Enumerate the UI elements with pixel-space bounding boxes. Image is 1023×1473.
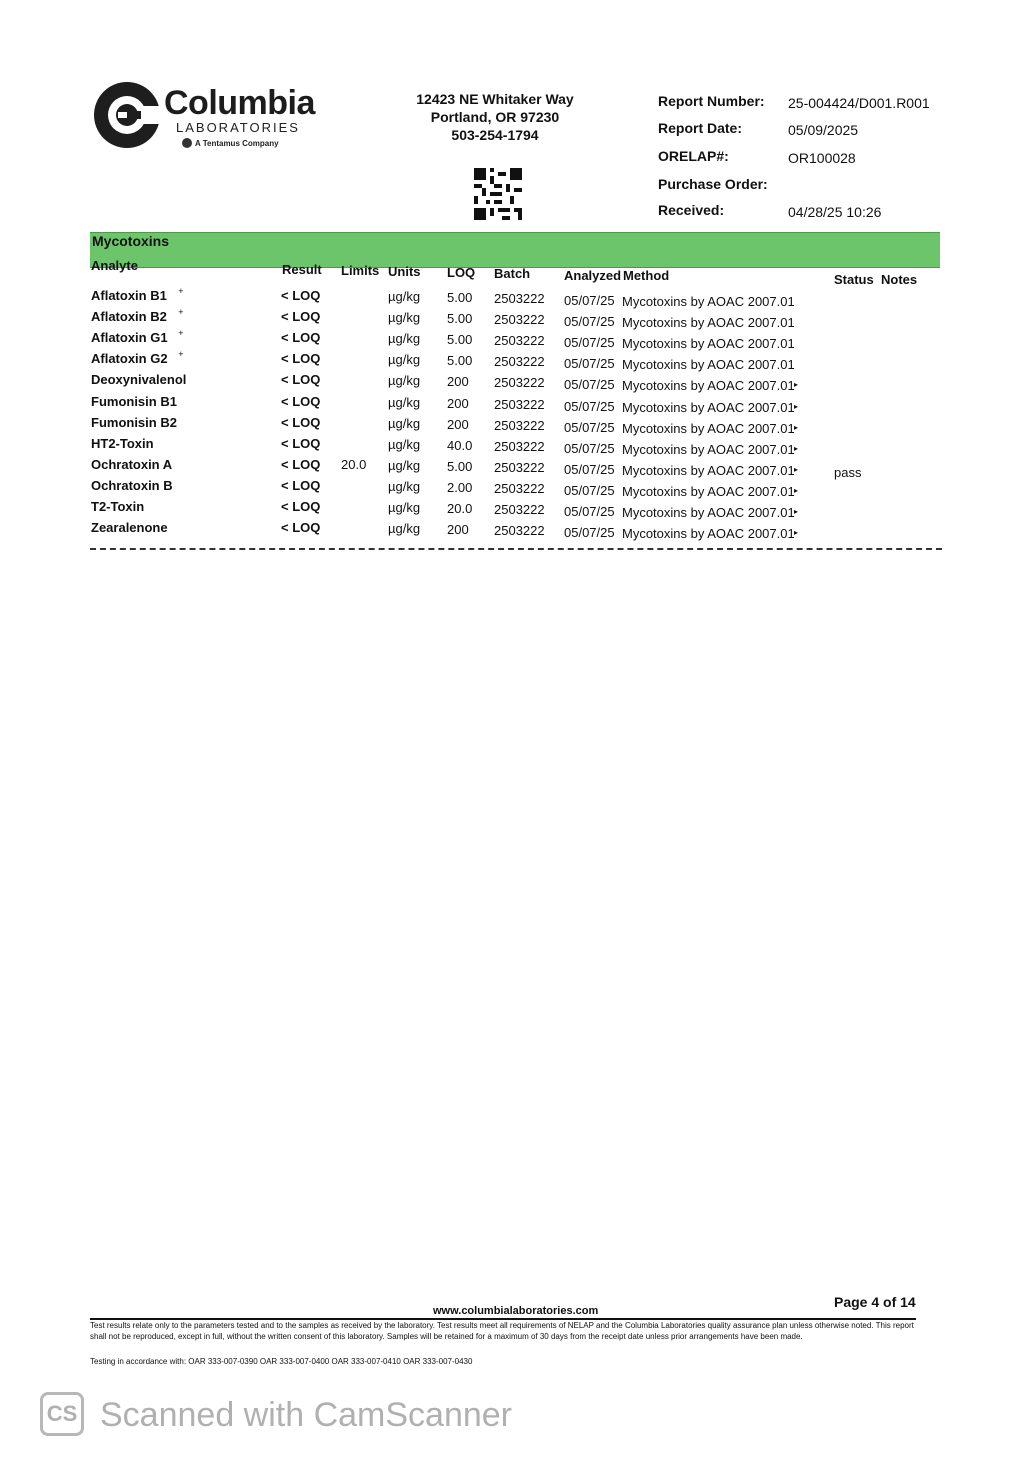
units-cell: µg/kg [388,352,421,368]
result-cell: < LOQ [281,477,321,493]
batch-cell: 2503222 [494,291,545,306]
table-row [0,520,1023,541]
method-flag-icon: ▸ [794,464,799,474]
batch-cell: 2503222 [494,333,545,349]
analyzed-date-cell: 05/07/25 [564,461,615,477]
company-subtitle: LABORATORIES [176,120,300,135]
orelap-row [658,148,958,168]
result-cell: < LOQ [281,393,321,409]
header-method: Method [623,268,670,283]
batch-cell: 2503222 [494,523,545,539]
method-flag-icon: ▸ [794,528,799,538]
analyte-cell: HT2-Toxin [91,435,154,451]
batch-cell: 2503222 [494,417,545,433]
analyte-cell: T2-Toxin [91,499,145,514]
loq-cell: 200 [447,416,469,432]
footer-disclaimer: Test results relate only to the parameters tested and to the samples as received by the laboratory. Test results meet all requirements of NELAP and the Columbia Laboratories quality assurance plan unless otherwise noted. This report shall not be reproduced, except in full, without the written consent of this laboratory. Samples will be retained for a maximum of 30 days from the receipt date unless prior arrangements have been made. [90,1321,914,1341]
method-flag-icon: ▸ [794,380,799,390]
footer-testing-accordance: Testing in accordance with: OAR 333-007-0390 OAR 333-007-0400 OAR 333-007-0410 OAR 333-007-0430 [90,1357,473,1366]
report-date-row [658,120,958,140]
batch-cell: 2503222 [494,459,545,475]
header-units: Units [388,264,421,279]
batch-cell: 2503222 [494,312,545,328]
analyte-cell: Aflatoxin G2 [91,351,168,367]
method-flag-icon: ▸ [794,507,799,516]
batch-cell: 2503222 [494,396,545,412]
method-cell: Mycotoxins by AOAC 2007.01 [622,526,795,542]
analyzed-date-cell: 05/07/25 [564,356,615,372]
analyte-cell: Aflatoxin G1 [91,330,168,346]
units-cell: µg/kg [388,415,421,431]
table-row [0,478,1023,499]
analyte-cell: Ochratoxin A [91,456,173,472]
orelap-label: ORELAP#: [658,148,729,164]
address-city: Portland, OR 97230 [430,109,560,125]
method-flag-icon: ▸ [794,485,799,495]
analyte-cell: Fumonisin B2 [91,414,177,430]
accreditation-mark: + [178,328,184,339]
batch-cell: 2503222 [494,480,545,496]
batch-cell: 2503222 [494,438,545,454]
loq-cell: 5.00 [447,290,473,305]
method-flag-icon: ▸ [794,422,799,432]
header-analyte: Analyte [91,258,138,273]
header-status: Status [834,272,874,287]
footer-url: www.columbialaboratories.com [433,1305,599,1317]
result-cell: < LOQ [281,499,321,514]
table-row [0,415,1023,436]
loq-cell: 5.00 [447,332,473,348]
page-number: Page 4 of 14 [834,1294,916,1310]
received-value: 04/28/25 10:26 [788,204,882,220]
loq-cell: 5.00 [447,458,473,474]
table-end-divider [90,548,942,550]
report-date-value: 05/09/2025 [788,122,859,138]
company-logo [92,80,332,160]
batch-cell: 2503222 [494,354,545,370]
result-cell: < LOQ [281,456,321,472]
units-cell: µg/kg [388,394,421,410]
header-analyzed: Analyzed [564,268,622,283]
lab-address [380,90,610,144]
result-cell: < LOQ [281,330,321,346]
method-cell: Mycotoxins by AOAC 2007.01 [622,441,795,457]
table-row [0,436,1023,457]
analyzed-date-cell: 05/07/25 [564,440,615,456]
report-date-label: Report Date: [658,120,743,136]
analyte-cell: Zearalenone [91,520,168,536]
table-row [0,330,1023,351]
result-cell: < LOQ [281,520,321,536]
table-row [0,499,1023,520]
accreditation-mark: + [178,307,184,318]
header-result: Result [282,262,322,277]
method-flag-icon: ▸ [794,443,799,453]
report-number-row [658,93,958,113]
table-row [0,457,1023,478]
received-row [658,202,958,222]
company-name: Columbia [164,84,315,122]
loq-cell: 5.00 [447,311,473,327]
camscanner-icon: CS [40,1392,84,1436]
units-cell: µg/kg [388,436,421,452]
header-limits: Limits [341,263,380,278]
units-cell: µg/kg [388,521,421,537]
section-header-bar [90,232,940,268]
units-cell: µg/kg [388,331,421,347]
result-cell: < LOQ [281,414,321,430]
purchase-order-row [658,176,958,196]
loq-cell: 200 [447,522,469,538]
units-cell: µg/kg [388,373,421,389]
method-cell: Mycotoxins by AOAC 2007.01 [622,294,795,309]
loq-cell: 200 [447,395,469,411]
header-loq: LOQ [447,265,476,280]
loq-cell: 2.00 [447,479,473,495]
status-cell: pass [834,464,862,480]
analyzed-date-cell: 05/07/25 [564,398,615,414]
result-cell: < LOQ [281,351,321,367]
accreditation-mark: + [178,286,184,296]
limits-cell: 20.0 [341,456,367,472]
analyte-cell: Deoxynivalenol [91,372,187,388]
units-cell: µg/kg [388,457,421,473]
units-cell: µg/kg [388,478,421,494]
analyzed-date-cell: 05/07/25 [564,482,615,498]
method-cell: Mycotoxins by AOAC 2007.01 [622,505,795,520]
report-number-value: 25-004424/D001.R001 [788,95,930,111]
camscanner-watermark-text: Scanned with CamScanner [100,1396,513,1434]
analyzed-date-cell: 05/07/25 [564,504,615,519]
address-phone: 503-254-1794 [451,127,539,143]
purchase-order-label: Purchase Order: [658,176,768,192]
units-cell: µg/kg [388,310,421,326]
batch-cell: 2503222 [494,502,545,517]
result-cell: < LOQ [281,372,321,388]
address-street: 12423 NE Whitaker Way [416,91,574,107]
received-label: Received: [658,202,725,218]
result-cell: < LOQ [281,309,321,325]
analyte-cell: Aflatoxin B2 [91,309,167,325]
method-cell: Mycotoxins by AOAC 2007.01 [622,420,795,436]
tentamus-icon [182,138,192,148]
analyzed-date-cell: 05/07/25 [564,525,615,541]
table-row [0,351,1023,372]
units-cell: µg/kg [388,500,421,515]
table-row [0,309,1023,330]
header-batch: Batch [494,266,531,281]
section-title: Mycotoxins [92,233,170,249]
result-cell: < LOQ [281,288,321,303]
method-cell: Mycotoxins by AOAC 2007.01 [622,357,795,373]
table-row [0,394,1023,415]
analyzed-date-cell: 05/07/25 [564,293,615,308]
analyte-cell: Ochratoxin B [91,477,173,493]
qr-code-icon [474,168,522,220]
method-cell: Mycotoxins by AOAC 2007.01 [622,315,795,331]
analyzed-date-cell: 05/07/25 [564,419,615,435]
loq-cell: 40.0 [447,437,473,453]
method-cell: Mycotoxins by AOAC 2007.01 [622,336,795,352]
analyzed-date-cell: 05/07/25 [564,314,615,330]
columbia-logo-icon [92,80,162,150]
table-row [0,372,1023,393]
method-cell: Mycotoxins by AOAC 2007.01 [622,399,795,415]
analyte-cell: Aflatoxin B1 [91,288,167,303]
report-number-label: Report Number: [658,93,765,109]
loq-cell: 20.0 [447,501,473,516]
method-cell: Mycotoxins by AOAC 2007.01 [622,483,795,499]
loq-cell: 200 [447,374,469,390]
table-row [0,288,1023,309]
header-notes: Notes [881,272,918,287]
method-cell: Mycotoxins by AOAC 2007.01 [622,378,795,394]
analyzed-date-cell: 05/07/25 [564,377,615,393]
batch-cell: 2503222 [494,375,545,391]
units-cell: µg/kg [388,289,421,304]
result-cell: < LOQ [281,435,321,451]
loq-cell: 5.00 [447,353,473,369]
method-cell: Mycotoxins by AOAC 2007.01 [622,462,795,478]
analyzed-date-cell: 05/07/25 [564,335,615,351]
accreditation-mark: + [178,349,184,360]
orelap-value: OR100028 [788,150,856,166]
method-flag-icon: ▸ [794,401,799,411]
company-tagline: A Tentamus Company [182,138,279,148]
analyte-cell: Fumonisin B1 [91,393,177,409]
